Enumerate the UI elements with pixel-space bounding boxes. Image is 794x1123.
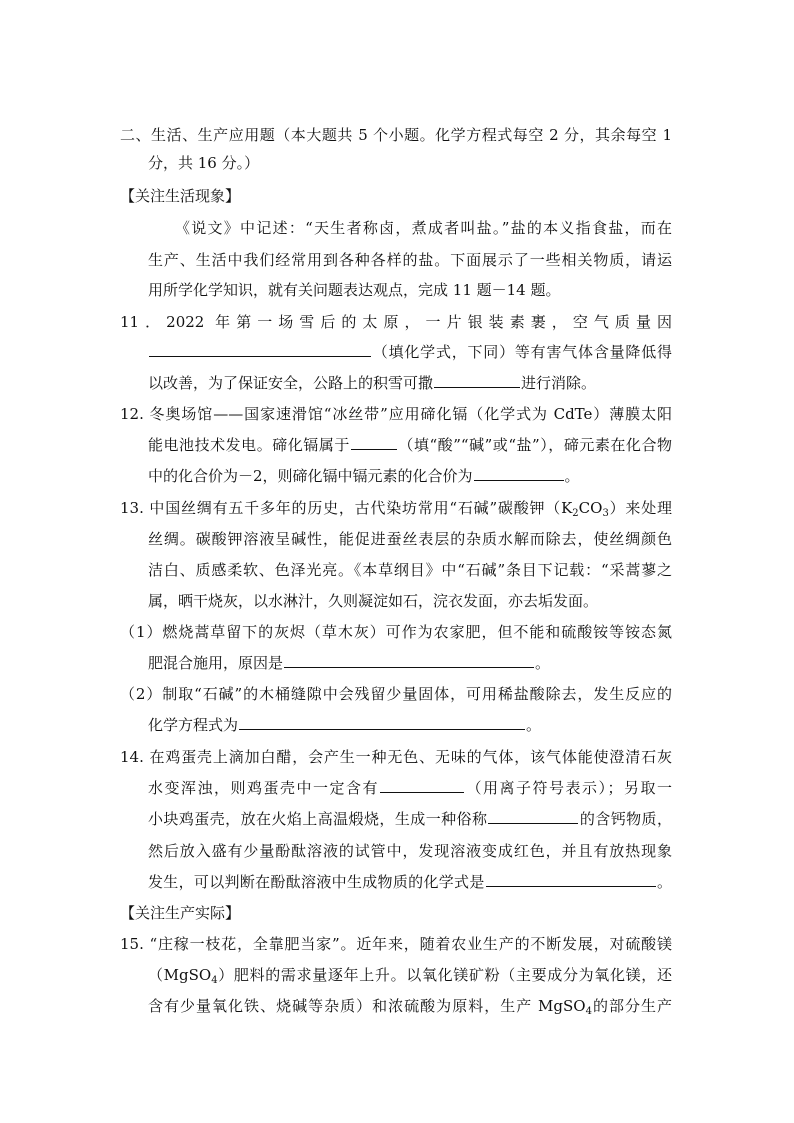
answer-blank bbox=[474, 465, 564, 481]
q11-line3 bbox=[148, 372, 672, 394]
q14-line5-text-after: 。 bbox=[656, 873, 672, 891]
answer-blank bbox=[149, 341, 371, 357]
q15-line2-text-a: （MgSO bbox=[148, 966, 212, 984]
intro-line2: 生产、生活中我们经常用到各种各样的盐。下面展示了一些相关物质，请运 bbox=[148, 251, 672, 269]
q13-line1-text-c: ）来处理 bbox=[608, 499, 672, 517]
q14-line2-text-after: （用离子符号表示）；另取一 bbox=[465, 779, 672, 797]
q12-line3 bbox=[148, 465, 672, 487]
q11-line1: 11．2022 年第一场雪后的太原，一片银装素裹，空气质量因 bbox=[120, 313, 672, 331]
section-heading-line2: 分，共 16 分。） bbox=[148, 154, 260, 172]
q14-line4: 然后放入盛有少量酚酞溶液的试管中，发现溶液变成红色，并且有放热现象 bbox=[148, 842, 672, 860]
subscript: 2 bbox=[572, 508, 579, 519]
q15-line3-text-a: 含有少量氧化铁、烧碱等杂质）和浓硫酸为原料，生产 MgSO bbox=[148, 997, 586, 1015]
subscript: 4 bbox=[585, 1006, 592, 1017]
q11-line2 bbox=[148, 341, 672, 363]
q13-part1-text-before: 肥混合施用，原因是 bbox=[148, 654, 284, 672]
subscript: 4 bbox=[211, 975, 218, 986]
q13-part2-text-before: 化学方程式为 bbox=[148, 716, 239, 734]
section-heading-line1: 二、生活、生产应用题（本大题共 5 个小题。化学方程式每空 2 分，其余每空 1 bbox=[120, 126, 672, 144]
q13-line1 bbox=[120, 497, 672, 519]
subsection-production-title: 【关注生产实际】 bbox=[120, 904, 241, 922]
q13-part1-line2 bbox=[148, 652, 672, 674]
q14-line3 bbox=[148, 808, 672, 830]
q12-line3-text-after: 。 bbox=[564, 467, 580, 485]
q11-line3-text-after: 进行消除。 bbox=[521, 374, 597, 392]
subsection-life-title: 【关注生活现象】 bbox=[120, 187, 241, 205]
answer-blank bbox=[488, 808, 578, 824]
answer-blank bbox=[284, 652, 534, 668]
q12-line2-text-before: 能电池技术发电。碲化镉属于 bbox=[148, 436, 350, 454]
q13-part2-text-after: 。 bbox=[526, 716, 542, 734]
q13-part1-text-after: 。 bbox=[535, 654, 551, 672]
q14-line5-text-before: 发生，可以判断在酚酞溶液中生成物质的化学式是 bbox=[148, 873, 485, 891]
q11-line2-text: （填化学式，下同）等有害气体含量降低得 bbox=[372, 343, 672, 361]
q11-line3-text-before: 以改善，为了保证安全，公路上的积雪可撒 bbox=[148, 374, 434, 392]
q15-line2 bbox=[148, 964, 672, 986]
subscript: 3 bbox=[602, 508, 609, 519]
q13-part1-line1: （1）燃烧蒿草留下的灰烬（草木灰）可作为农家肥，但不能和硫酸铵等铵态氮 bbox=[120, 623, 672, 641]
answer-blank bbox=[434, 372, 520, 388]
q14-line1: 14. 在鸡蛋壳上滴加白醋，会产生一种无色、无味的气体，该气体能使澄清石灰 bbox=[120, 748, 672, 766]
q13-part2-line1: （2）制取“石碱”的木桶缝隙中会残留少量固体，可用稀盐酸除去，发生反应的 bbox=[120, 685, 672, 703]
intro-line3: 用所学化学知识，就有关问题表达观点，完成 11 题－14 题。 bbox=[148, 281, 561, 299]
q14-line3-text-after: 的含钙物质， bbox=[579, 810, 672, 828]
q13-line2: 丝绸。碳酸钾溶液呈碱性，能促进蚕丝表层的杂质水解而除去，使丝绸颜色 bbox=[148, 530, 672, 548]
q13-line1-text-a: 13. 中国丝绸有五千多年的历史，古代染坊常用“石碱”碳酸钾（K bbox=[120, 499, 573, 517]
q14-line2 bbox=[148, 777, 672, 799]
q15-line1: 15. “庄稼一枝花，全靠肥当家”。近年来，随着农业生产的不断发展，对硫酸镁 bbox=[120, 935, 672, 953]
q13-line4: 属，晒干烧灰，以水淋汁，久则凝淀如石，浣衣发面，亦去垢发面。 bbox=[148, 592, 599, 610]
answer-blank bbox=[351, 434, 397, 450]
q14-line3-text-before: 小块鸡蛋壳，放在火焰上高温煅烧，生成一种俗称 bbox=[148, 810, 488, 828]
q12-line2 bbox=[148, 434, 672, 456]
q13-part2-line2 bbox=[148, 714, 672, 736]
q15-line3 bbox=[148, 995, 672, 1017]
answer-blank bbox=[380, 777, 464, 793]
answer-blank bbox=[486, 871, 656, 887]
q12-line1: 12. 冬奥场馆——国家速滑馆“冰丝带”应用碲化镉（化学式为 CdTe）薄膜太阳 bbox=[120, 405, 672, 423]
q15-line3-text-b: 的部分生产 bbox=[591, 997, 672, 1015]
q13-line3: 洁白、质感柔软、色泽光亮。《本草纲目》中“石碱”条目下记载：“采蒿蓼之 bbox=[148, 561, 672, 579]
q15-line2-text-b: ）肥料的需求量逐年上升。以氧化镁矿粉（主要成分为氧化镁，还 bbox=[217, 966, 672, 984]
q14-line2-text-before: 水变浑浊，则鸡蛋壳中一定含有 bbox=[148, 779, 379, 797]
answer-blank bbox=[239, 714, 525, 730]
q12-line2-text-after: （填“酸”“碱”或“盐”），碲元素在化合物 bbox=[397, 436, 672, 454]
q14-line5 bbox=[148, 871, 672, 893]
q13-line1-text-b: CO bbox=[578, 499, 603, 517]
intro-line1: 《说文》中记述：“天生者称卤，煮成者叫盐。”盐的本义指食盐，而在 bbox=[175, 219, 672, 237]
q12-line3-text-before: 中的化合价为－2，则碲化镉中镉元素的化合价为 bbox=[148, 467, 473, 485]
